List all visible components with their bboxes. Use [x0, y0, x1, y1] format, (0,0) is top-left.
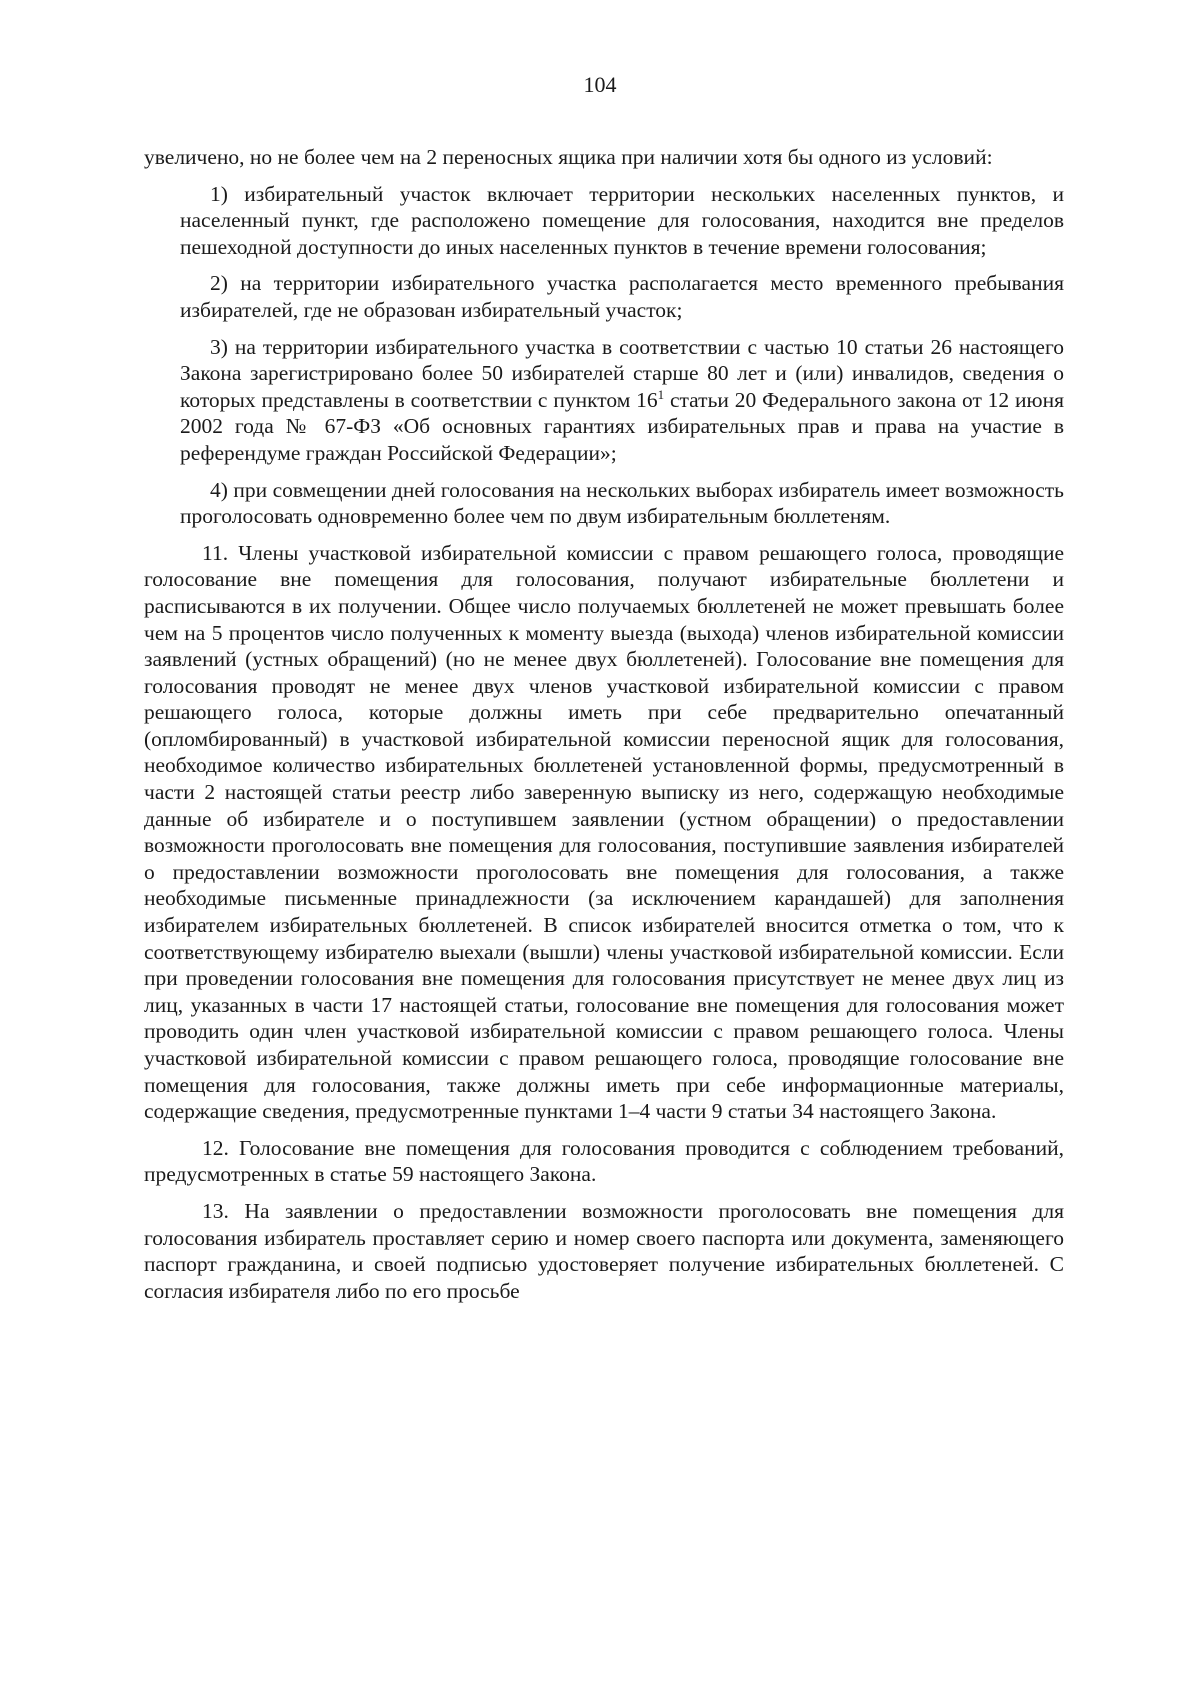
subitem-1: 1) избирательный участок включает территории нескольких населенных пунктов, и населенный пункт, где расположено помещение для голосования, находится вне пределов пешеходной доступности до иных населенных пунктов в течение времени голосования;: [180, 181, 1064, 259]
document-body: [144, 144, 1064, 1314]
paragraph-12: 12. Голосование вне помещения для голосования проводится с соблюдением требований, предусмотренных в статье 59 настоящего Закона.: [144, 1135, 1064, 1187]
subitem-4: 4) при совмещении дней голосования на нескольких выборах избиратель имеет возможность проголосовать одновременно более чем по двум избирательным бюллетеням.: [180, 477, 1064, 529]
paragraph-11: 11. Члены участковой избирательной комиссии с правом решающего голоса, проводящие голосование вне помещения для голосования, получают избирательные бюллетени и расписываются в их получении. Общее число получаемых бюллетеней не может превышать более чем на 5 процентов число полученных к моменту выезда (выхода) членов избирательной комиссии заявлений (устных обращений) (но не менее двух бюллетеней). Голосование вне помещения для голосования проводят не менее двух членов участковой избирательной комиссии с правом решающего голоса, которые должны иметь при себе предварительно опечатанный (опломбированный) в участковой избирательной комиссии переносной ящик для голосования, необходимое количество избирательных бюллетеней установленной формы, предусмотренный в части 2 настоящей статьи реестр либо заверенную выписку из него, содержащую необходимые данные об избирателе и о поступившем заявлении (устном обращении) о предоставлении возможности проголосовать вне помещения для голосования, поступившие заявления избирателей о предоставлении возможности проголосовать вне помещения для голосования, а также необходимые письменные принадлежности (за исключением карандашей) для заполнения избирателем избирательных бюллетеней. В список избирателей вносится отметка о том, что к соответствующему избирателю выехали (вышли) члены участковой избирательной комиссии. Если при проведении голосования вне помещения для голосования присутствует не менее двух лиц из лиц, указанных в части 17 настоящей статьи, голосование вне помещения для голосования может проводить один член участковой избирательной комиссии с правом решающего голоса. Члены участковой избирательной комиссии с правом решающего голоса, проводящие голосование вне помещения для голосования, также должны иметь при себе информационные материалы, содержащие сведения, предусмотренные пунктами 1–4 части 9 статьи 34 настоящего Закона.: [144, 540, 1064, 1124]
page-number: 104: [583, 72, 617, 97]
subitem-3: [180, 334, 1064, 467]
paragraph-13: 13. На заявлении о предоставлении возможности проголосовать вне помещения для голосования избиратель проставляет серию и номер своего паспорта или документа, заменяющего паспорт гражданина, и своей подписью удостоверяет получение избирательных бюллетеней. С согласия избирателя либо по его просьбе: [144, 1198, 1064, 1303]
subitem-3-text-before: 3) на территории избирательного участка в соответствии с частью 10 статьи 26 настоящего Закона зарегистрировано более 50 избирателей старше 80 лет и (или) инвалидов, сведения о которых представлены в соответствии с пунктом 16: [180, 334, 1064, 412]
subitem-2: 2) на территории избирательного участка располагается место временного пребывания избирателей, где не образован избирательный участок;: [180, 271, 1064, 322]
lead-paragraph: увеличено, но не более чем на 2 переносных ящика при наличии хотя бы одного из условий:: [144, 145, 993, 169]
subitem-3-text-after: статьи 20 Федерального закона от 12 июня 2002 года № 67-ФЗ «Об основных гарантиях избирательных прав и права на участие в референдуме граждан Российской Федерации»;: [180, 387, 1064, 465]
subitem-3-superscript: 1: [657, 386, 665, 402]
